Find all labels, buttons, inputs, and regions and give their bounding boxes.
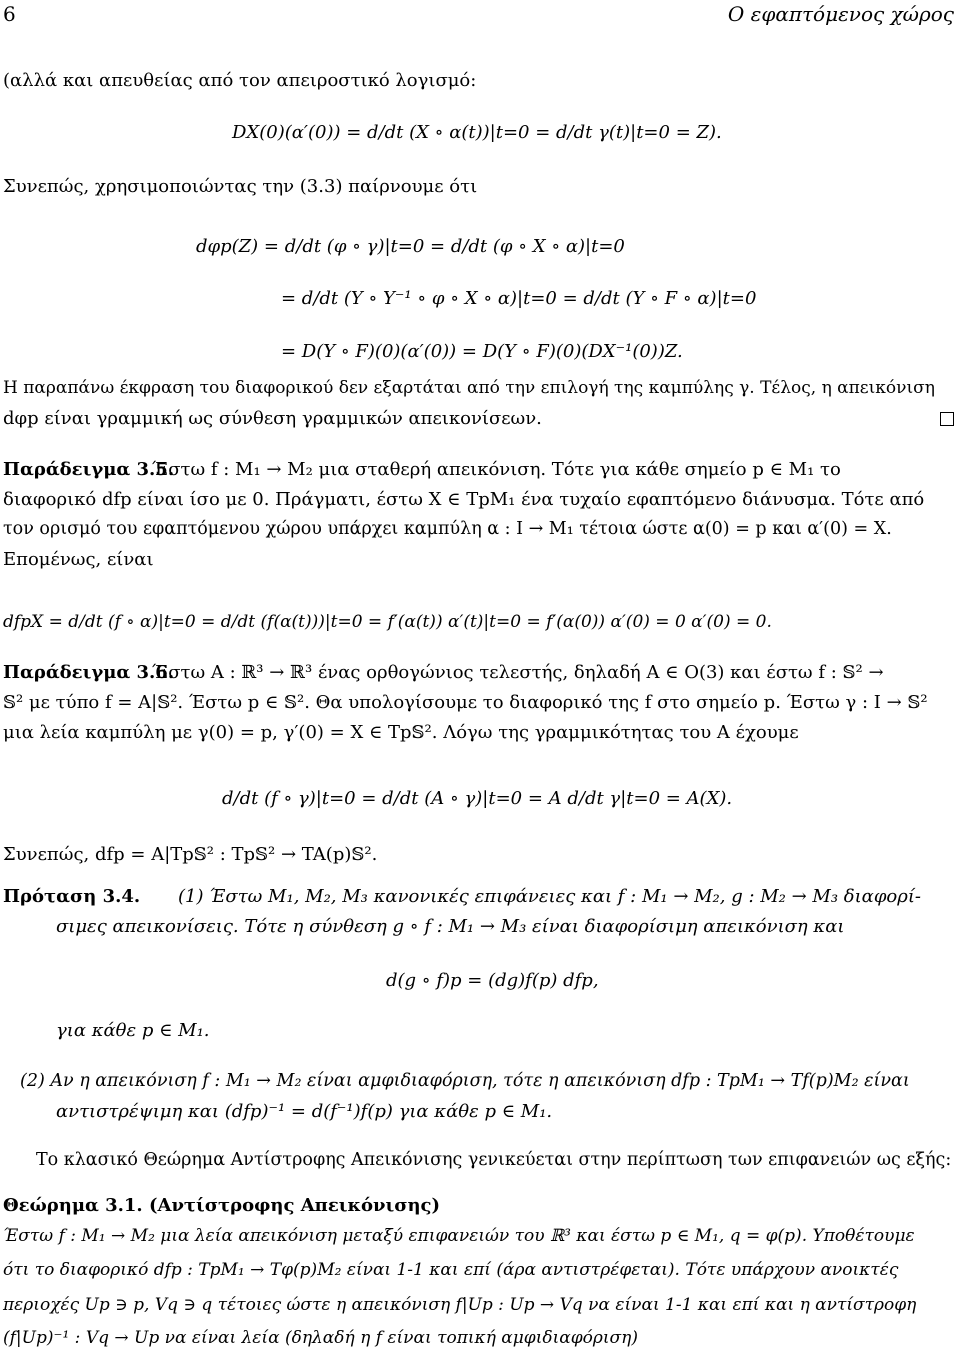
- text-line: ότι το διαφορικό dfp : TpM₁ → Tφ(p)M₂ είναι 1-1 και επί (άρα αντιστρέφεται). Τότε υπάρχουν ανοικτές: [3, 1260, 899, 1280]
- text-line: διαφορικό dfp είναι ίσο με 0. Πράγματι, έστω X ∈ TpM₁ ένα τυχαίο εφαπτόμενο διάνυσμα. Τότε από: [3, 489, 925, 510]
- equation: = d/dt (Y ∘ Y⁻¹ ∘ φ ∘ X ∘ α)|t=0 = d/dt (Y ∘ F ∘ α)|t=0: [281, 288, 757, 309]
- text-line: (f|Up)⁻¹ : Vq → Up να είναι λεία (δηλαδή η f είναι τοπική αμφιδιαφόριση): [3, 1328, 638, 1348]
- text-line: (αλλά και απευθείας από τον απειροστικό λογισμό:: [3, 70, 477, 91]
- example-title: Παράδειγμα 3.5.: [3, 459, 175, 480]
- text-line: Έστω f : M₁ → M₂ μια σταθερή απεικόνιση. Τότε για κάθε σημείο p ∈ M₁ το: [152, 459, 841, 480]
- equation: = D(Y ∘ F)(0)(α′(0)) = D(Y ∘ F)(0)(DX⁻¹(0))Z.: [281, 341, 683, 362]
- text-line: Συνεπώς, dfp = A|Tp𝕊² : Tp𝕊² → TA(p)𝕊².: [3, 844, 378, 865]
- text-line: Έστω A : ℝ³ → ℝ³ ένας ορθογώνιος τελεστής, δηλαδή A ∈ O(3) και έστω f : 𝕊² →: [152, 662, 884, 683]
- equation: d/dt (f ∘ γ)|t=0 = d/dt (A ∘ γ)|t=0 = A d/dt γ|t=0 = A(X).: [222, 788, 733, 809]
- theorem-title: Θεώρημα 3.1. (Αντίστροφης Απεικόνισης): [3, 1195, 441, 1216]
- text-line: 𝕊² με τύπο f = A|𝕊². Έστω p ∈ 𝕊². Θα υπολογίσουμε το διαφορικό της f στο σημείο p. Έστω γ : I → 𝕊²: [3, 692, 928, 713]
- text-line: αντιστρέψιμη και (dfp)⁻¹ = d(f⁻¹)f(p) για κάθε p ∈ M₁.: [56, 1101, 553, 1122]
- proposition-title: Πρόταση 3.4.: [3, 886, 141, 907]
- page-number: 6: [3, 2, 16, 26]
- text-line: dφp είναι γραμμική ως σύνθεση γραμμικών απεικονίσεων.: [3, 408, 542, 429]
- equation: DX(0)(α′(0)) = d/dt (X ∘ α(t))|t=0 = d/dt γ(t)|t=0 = Z).: [232, 122, 722, 143]
- example-title: Παράδειγμα 3.6.: [3, 662, 175, 683]
- text-line: Η παραπάνω έκφραση του διαφορικού δεν εξαρτάται από την επιλογή της καμπύλης γ. Τέλος, η απεικόνιση: [3, 378, 935, 398]
- text-line: για κάθε p ∈ M₁.: [56, 1020, 210, 1041]
- text-line: σιμες απεικονίσεις. Τότε η σύνθεση g ∘ f : M₁ → M₃ είναι διαφορίσιμη απεικόνιση και: [56, 916, 845, 937]
- text-line: μια λεία καμπύλη με γ(0) = p, γ′(0) = X ∈ Tp𝕊². Λόγω της γραμμικότητας του A έχουμε: [3, 722, 799, 743]
- text-line: Το κλασικό Θεώρημα Αντίστροφης Απεικόνισης γενικεύεται στην περίπτωση των επιφανειών ως εξής:: [36, 1150, 952, 1170]
- running-title: Ο εφαπτόμενος χώρος: [727, 2, 954, 26]
- qed-symbol: [940, 412, 954, 426]
- text-line: τον ορισμό του εφαπτόμενου χώρου υπάρχει καμπύλη α : I → M₁ τέτοια ώστε α(0) = p και α′(0) = X.: [3, 519, 892, 539]
- text-line: Συνεπώς, χρησιμοποιώντας την (3.3) παίρνουμε ότι: [3, 176, 478, 197]
- equation: dfpX = d/dt (f ∘ α)|t=0 = d/dt (f(α(t)))|t=0 = f′(α(t)) α′(t)|t=0 = f′(α(0)) α′(0) = 0 α′(0) = 0.: [3, 612, 772, 632]
- equation: dφp(Z) = d/dt (φ ∘ γ)|t=0 = d/dt (φ ∘ X ∘ α)|t=0: [196, 236, 625, 257]
- text-line: (1) Έστω M₁, M₂, M₃ κανονικές επιφάνειες και f : M₁ → M₂, g : M₂ → M₃ διαφορί-: [178, 886, 921, 907]
- text-line: Επομένως, είναι: [3, 549, 154, 570]
- text-line: (2) Αν η απεικόνιση f : M₁ → M₂ είναι αμφιδιαφόριση, τότε η απεικόνιση dfp : TpM₁ → Tf(p)M₂ είναι: [20, 1071, 910, 1091]
- equation: d(g ∘ f)p = (dg)f(p) dfp,: [386, 970, 599, 991]
- text-line: Έστω f : M₁ → M₂ μια λεία απεικόνιση μεταξύ επιφανειών του ℝ³ και έστω p ∈ M₁, q = φ(p). Υποθέτουμε: [3, 1226, 915, 1246]
- text-line: περιοχές Up ∋ p, Vq ∋ q τέτοιες ώστε η απεικόνιση f|Up : Up → Vq να είναι 1-1 και επί και η αντίστροφη: [3, 1295, 917, 1315]
